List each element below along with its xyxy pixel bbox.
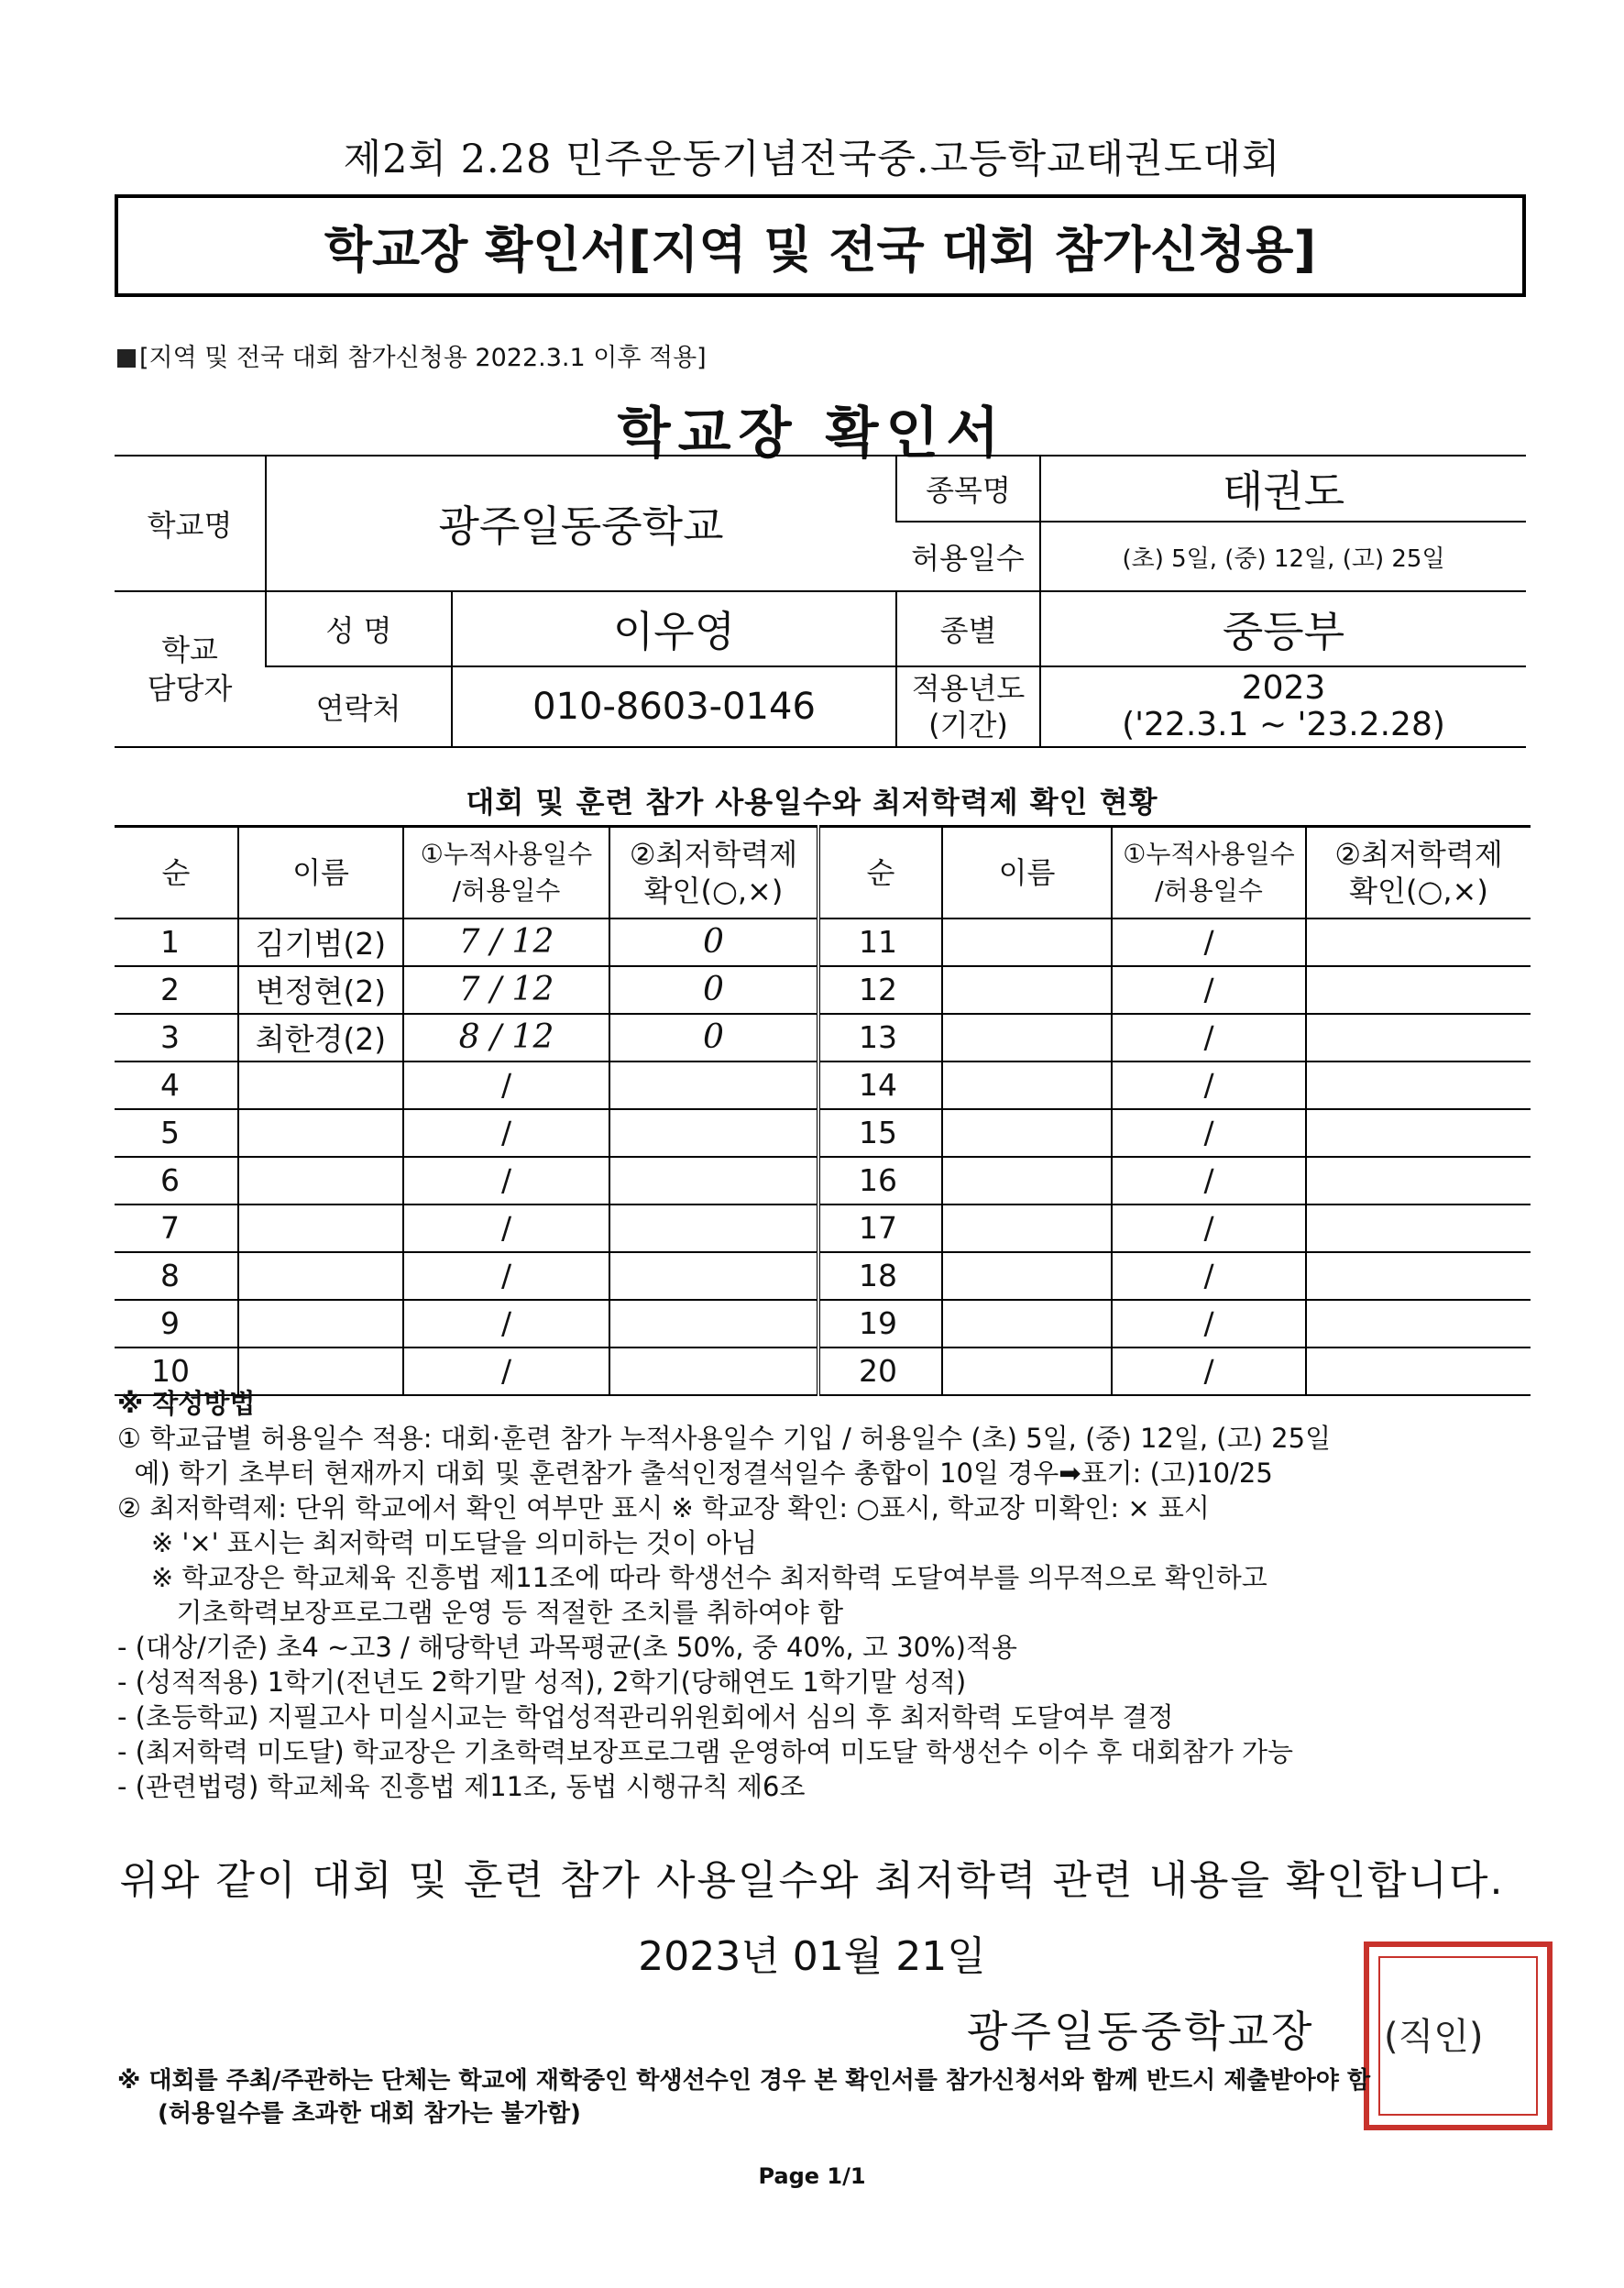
footer-note-line2: (허용일수를 초과한 대회 참가는 불가함) bbox=[158, 2100, 581, 2128]
student-name-cell bbox=[238, 1062, 403, 1109]
academic-check-cell bbox=[1306, 1109, 1531, 1157]
header-name-left: 이름 bbox=[238, 827, 403, 918]
manager-label: 학교 담당자 bbox=[115, 591, 266, 747]
header-acad-line1: ②최저학력제 bbox=[629, 836, 798, 872]
instructions bbox=[117, 1386, 1529, 1804]
academic-check-cell: 0 bbox=[609, 1014, 818, 1062]
academic-check-cell bbox=[1306, 1157, 1531, 1204]
student-name-cell bbox=[238, 1157, 403, 1204]
seq-cell: 10 bbox=[115, 1348, 238, 1395]
header-acad-line2: 확인(○,×) bbox=[643, 873, 784, 908]
instruction-line: - (성적적용) 1학기(전년도 2학기말 성적), 2학기(당해연도 1학기말 성적) bbox=[117, 1666, 967, 1698]
days-cell: / bbox=[1112, 1014, 1306, 1062]
seq-cell: 14 bbox=[818, 1062, 942, 1109]
instructions-heading: ※ 작성방법 bbox=[117, 1388, 256, 1419]
academic-check-cell bbox=[1306, 1014, 1531, 1062]
student-name-cell bbox=[942, 1300, 1112, 1348]
student-name-cell bbox=[238, 1300, 403, 1348]
header-name-right: 이름 bbox=[942, 827, 1112, 918]
student-name-cell bbox=[942, 918, 1112, 966]
table-row bbox=[115, 1062, 1531, 1109]
confirmation-statement: 위와 같이 대회 및 훈련 참가 사용일수와 최저학력 관련 내용을 확인합니다. bbox=[119, 1857, 1505, 1904]
form-header-title: 학교장 확인서[지역 및 전국 대회 참가신청용] bbox=[324, 220, 1317, 279]
table-row bbox=[115, 1014, 1531, 1062]
division-value: 중등부 bbox=[1040, 591, 1526, 666]
table-row bbox=[115, 918, 1531, 966]
days-cell: / bbox=[403, 1252, 609, 1300]
seq-cell: 16 bbox=[818, 1157, 942, 1204]
event-title: 제2회 2.28 민주운동기념전국중.고등학교태권도대회 bbox=[343, 137, 1281, 182]
seq-cell: 6 bbox=[115, 1157, 238, 1204]
header-days-line1: ①누적사용일수 bbox=[420, 838, 593, 869]
table-row bbox=[115, 1109, 1531, 1157]
days-cell: / bbox=[403, 1062, 609, 1109]
table-row bbox=[115, 1252, 1531, 1300]
table-row bbox=[115, 1300, 1531, 1348]
section-title: 대회 및 훈련 참가 사용일수와 최저학력제 확인 현황 bbox=[466, 785, 1158, 820]
school-info-table bbox=[115, 455, 1526, 748]
days-cell: / bbox=[403, 1109, 609, 1157]
header-acad-line1: ②최저학력제 bbox=[1334, 836, 1503, 872]
header-seq-right: 순 bbox=[818, 827, 942, 918]
academic-check-cell bbox=[609, 1300, 818, 1348]
academic-check-cell bbox=[1306, 966, 1531, 1014]
student-name-cell bbox=[942, 1157, 1112, 1204]
days-cell: / bbox=[1112, 1348, 1306, 1395]
academic-check-cell: 0 bbox=[609, 918, 818, 966]
student-name-cell bbox=[942, 1062, 1112, 1109]
academic-check-cell: 0 bbox=[609, 966, 818, 1014]
table-row bbox=[115, 1157, 1531, 1204]
days-cell: / bbox=[1112, 1157, 1306, 1204]
instruction-line: 예) 학기 초부터 현재까지 대회 및 훈련참가 출석인정결석일수 총합이 10일 경우➡표기: (고)10/25 bbox=[117, 1458, 1273, 1489]
school-name-label: 학교명 bbox=[115, 456, 266, 591]
seq-cell: 2 bbox=[115, 966, 238, 1014]
form-note-text: [지역 및 전국 대회 참가신청용 2022.3.1 이후 적용] bbox=[139, 344, 707, 372]
student-name-cell bbox=[942, 1014, 1112, 1062]
academic-check-cell bbox=[1306, 1300, 1531, 1348]
issue-date: 2023년 01월 21일 bbox=[638, 1933, 986, 1980]
student-name-cell: 김기범(2) bbox=[238, 918, 403, 966]
apply-year-label-line2: (기간) bbox=[928, 708, 1008, 742]
seq-cell: 20 bbox=[818, 1348, 942, 1395]
academic-check-cell bbox=[609, 1062, 818, 1109]
allowed-days-label: 허용일수 bbox=[896, 522, 1040, 591]
seq-cell: 1 bbox=[115, 918, 238, 966]
seq-cell: 5 bbox=[115, 1109, 238, 1157]
table-row bbox=[115, 1204, 1531, 1252]
apply-period: ('22.3.1 ~ '23.2.28) bbox=[1122, 706, 1445, 743]
academic-check-cell bbox=[609, 1157, 818, 1204]
contact-label: 연락처 bbox=[266, 666, 452, 747]
academic-check-cell bbox=[1306, 1062, 1531, 1109]
student-name-cell: 변정현(2) bbox=[238, 966, 403, 1014]
manager-name-value: 이우영 bbox=[452, 591, 896, 666]
instruction-line: ② 최저학력제: 단위 학교에서 확인 여부만 표시 ※ 학교장 확인: ○표시, 학교장 미확인: × 표시 bbox=[117, 1492, 1210, 1524]
apply-year-value bbox=[1040, 666, 1526, 747]
instruction-line: ① 학교급별 허용일수 적용: 대회·훈련 참가 누적사용일수 기입 / 허용일수 (초) 5일, (중) 12일, (고) 25일 bbox=[117, 1423, 1332, 1454]
seq-cell: 9 bbox=[115, 1300, 238, 1348]
header-days-left bbox=[403, 827, 609, 918]
days-cell: 8 / 12 bbox=[403, 1014, 609, 1062]
table-row bbox=[115, 966, 1531, 1014]
seq-cell: 15 bbox=[818, 1109, 942, 1157]
header-days-right bbox=[1112, 827, 1306, 918]
academic-check-cell bbox=[1306, 918, 1531, 966]
days-cell: 7 / 12 bbox=[403, 966, 609, 1014]
seq-cell: 17 bbox=[818, 1204, 942, 1252]
header-days-line2: /허용일수 bbox=[452, 874, 561, 906]
student-name-cell bbox=[942, 966, 1112, 1014]
academic-check-cell bbox=[609, 1204, 818, 1252]
days-cell: / bbox=[1112, 966, 1306, 1014]
academic-check-cell bbox=[609, 1109, 818, 1157]
manager-name-label: 성 명 bbox=[266, 591, 452, 666]
header-acad-left bbox=[609, 827, 818, 918]
instruction-line: ※ 학교장은 학교체육 진흥법 제11조에 따라 학생선수 최저학력 도달여부를 의무적으로 확인하고 bbox=[117, 1562, 1267, 1593]
student-name-cell: 최한경(2) bbox=[238, 1014, 403, 1062]
days-cell: / bbox=[1112, 1300, 1306, 1348]
header-acad-right bbox=[1306, 827, 1531, 918]
header-days-line1: ①누적사용일수 bbox=[1123, 838, 1295, 869]
contact-value: 010-8603-0146 bbox=[452, 666, 896, 747]
allowed-days-value: (초) 5일, (중) 12일, (고) 25일 bbox=[1040, 522, 1526, 591]
days-cell: / bbox=[1112, 918, 1306, 966]
student-name-cell bbox=[942, 1204, 1112, 1252]
seq-cell: 18 bbox=[818, 1252, 942, 1300]
days-cell: / bbox=[403, 1300, 609, 1348]
seq-cell: 12 bbox=[818, 966, 942, 1014]
sport-label: 종목명 bbox=[896, 456, 1040, 522]
days-cell: / bbox=[1112, 1204, 1306, 1252]
seq-cell: 4 bbox=[115, 1062, 238, 1109]
header-acad-line2: 확인(○,×) bbox=[1349, 873, 1488, 908]
principal-name: 광주일동중학교장 bbox=[967, 2007, 1315, 2056]
instruction-line: - (최저학력 미도달) 학교장은 기초학력보장프로그램 운영하여 미도달 학생선수 이수 후 대회참가 가능 bbox=[117, 1736, 1294, 1767]
academic-check-cell bbox=[1306, 1204, 1531, 1252]
instruction-line: - (초등학교) 지필고사 미실시교는 학업성적관리위원회에서 심의 후 최저학력 도달여부 결정 bbox=[117, 1701, 1174, 1732]
header-seq-left: 순 bbox=[115, 827, 238, 918]
instruction-line: - (대상/기준) 초4 ~고3 / 해당학년 과목평균(초 50%, 중 40%, 고 30%)적용 bbox=[117, 1632, 1017, 1663]
instruction-line: - (관련법령) 학교체육 진흥법 제11조, 동법 시행규칙 제6조 bbox=[117, 1771, 806, 1802]
seq-cell: 11 bbox=[818, 918, 942, 966]
roster-table bbox=[115, 825, 1531, 1396]
footer-note bbox=[117, 2064, 1547, 2130]
header-days-line2: /허용일수 bbox=[1155, 874, 1263, 906]
form-note bbox=[117, 337, 707, 373]
seq-cell: 19 bbox=[818, 1300, 942, 1348]
sport-value: 태권도 bbox=[1040, 456, 1526, 522]
square-bullet-icon bbox=[117, 349, 136, 368]
student-name-cell bbox=[238, 1252, 403, 1300]
days-cell: / bbox=[1112, 1109, 1306, 1157]
document-title: 학교장 확인서 bbox=[617, 402, 1007, 466]
days-cell: / bbox=[403, 1348, 609, 1395]
seq-cell: 8 bbox=[115, 1252, 238, 1300]
student-name-cell bbox=[238, 1204, 403, 1252]
form-header-box bbox=[115, 194, 1526, 297]
days-cell: / bbox=[403, 1157, 609, 1204]
seq-cell: 3 bbox=[115, 1014, 238, 1062]
days-cell: 7 / 12 bbox=[403, 918, 609, 966]
student-name-cell bbox=[942, 1109, 1112, 1157]
apply-year-label bbox=[896, 666, 1040, 747]
student-name-cell bbox=[942, 1252, 1112, 1300]
school-name-value: 광주일동중학교 bbox=[266, 456, 896, 591]
days-cell: / bbox=[1112, 1062, 1306, 1109]
seal-mark-text: (직인) bbox=[1384, 2016, 1484, 2058]
apply-year-label-line1: 적용년도 bbox=[911, 671, 1026, 706]
seq-cell: 13 bbox=[818, 1014, 942, 1062]
instruction-line: 기초학력보장프로그램 운영 등 적절한 조치를 취하여야 함 bbox=[117, 1597, 844, 1628]
days-cell: / bbox=[403, 1204, 609, 1252]
academic-check-cell bbox=[1306, 1252, 1531, 1300]
page-number: Page 1/1 bbox=[758, 2163, 866, 2189]
seq-cell: 7 bbox=[115, 1204, 238, 1252]
footer-note-line1: ※ 대회를 주최/주관하는 단체는 학교에 재학중인 학생선수인 경우 본 확인서를 참가신청서와 함께 반드시 제출받아야 함 bbox=[117, 2067, 1371, 2095]
apply-year: 2023 bbox=[1241, 669, 1326, 707]
student-name-cell bbox=[238, 1109, 403, 1157]
instruction-line: ※ '×' 표시는 최저학력 미도달을 의미하는 것이 아님 bbox=[117, 1527, 758, 1558]
days-cell: / bbox=[1112, 1252, 1306, 1300]
division-label: 종별 bbox=[896, 591, 1040, 666]
academic-check-cell bbox=[609, 1252, 818, 1300]
